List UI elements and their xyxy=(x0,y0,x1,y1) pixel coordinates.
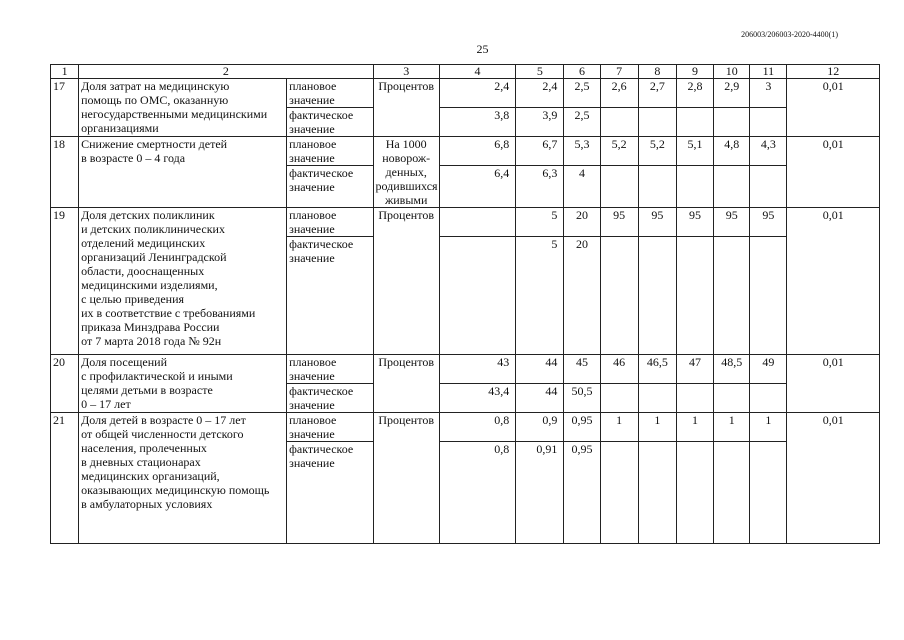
plan-label-line: значение xyxy=(289,222,335,236)
fact-value-cell xyxy=(750,166,787,208)
unit-of-measure xyxy=(373,355,439,413)
plan-value-cell: 95 xyxy=(750,208,787,237)
plan-value-cell: 2,4 xyxy=(439,79,515,108)
unit-line: Процентов xyxy=(378,208,434,222)
indicator-name-line: в амбулаторных условиях xyxy=(81,497,213,511)
plan-value-cell: 1 xyxy=(714,413,750,442)
unit-line: На 1000 xyxy=(385,137,427,151)
col-header-11: 11 xyxy=(750,65,787,79)
plan-value-cell: 95 xyxy=(714,208,750,237)
fact-value-cell xyxy=(600,384,638,413)
plan-value-label xyxy=(287,208,373,237)
plan-value-cell: 2,5 xyxy=(564,79,600,108)
table-row xyxy=(51,137,880,166)
plan-value-cell: 5,2 xyxy=(638,137,676,166)
plan-value-cell: 2,4 xyxy=(516,79,564,108)
fact-label-line: фактическое xyxy=(289,442,354,456)
fact-value-cell: 3,9 xyxy=(516,108,564,137)
fact-label-line: фактическое xyxy=(289,237,354,251)
fact-value-cell xyxy=(714,166,750,208)
fact-label-line: значение xyxy=(289,398,335,412)
plan-value-cell: 0,8 xyxy=(439,413,515,442)
indicator-name-line: области, дооснащенных xyxy=(81,264,205,278)
plan-value-label xyxy=(287,355,373,384)
col-header-2: 2 xyxy=(79,65,373,79)
col-header-12: 12 xyxy=(787,65,880,79)
plan-value-label xyxy=(287,137,373,166)
fact-value-cell xyxy=(750,237,787,355)
indicator-name-line: Снижение смертности детей xyxy=(81,137,228,151)
plan-value-cell: 48,5 xyxy=(714,355,750,384)
fact-value-cell: 6,4 xyxy=(439,166,515,208)
fact-label-line: фактическое xyxy=(289,384,354,398)
fact-value-cell: 4 xyxy=(564,166,600,208)
weight-coefficient: 0,01 xyxy=(787,79,880,137)
plan-value-cell: 46,5 xyxy=(638,355,676,384)
indicator-name-line: от 7 марта 2018 года № 92н xyxy=(81,334,222,348)
fact-value-cell xyxy=(714,442,750,544)
unit-line: родившихся xyxy=(375,179,438,193)
fact-value-label xyxy=(287,384,373,413)
column-numbers-row xyxy=(51,65,880,79)
plan-label-line: значение xyxy=(289,427,335,441)
fact-value-cell: 0,91 xyxy=(516,442,564,544)
indicator-name xyxy=(79,137,287,208)
plan-value-cell: 5,3 xyxy=(564,137,600,166)
unit-line: живыми xyxy=(384,193,428,207)
plan-value-cell: 49 xyxy=(750,355,787,384)
plan-value-cell: 46 xyxy=(600,355,638,384)
plan-value-cell: 43 xyxy=(439,355,515,384)
plan-value-cell: 44 xyxy=(516,355,564,384)
fact-value-cell: 5 xyxy=(516,237,564,355)
table-row xyxy=(51,355,880,384)
fact-label-line: значение xyxy=(289,456,335,470)
plan-value-cell: 2,7 xyxy=(638,79,676,108)
plan-value-cell xyxy=(439,208,515,237)
fact-value-cell xyxy=(676,166,713,208)
plan-label-line: значение xyxy=(289,369,335,383)
fact-label-line: значение xyxy=(289,251,335,265)
indicator-name-line: в дневных стационарах xyxy=(81,455,201,469)
fact-value-cell xyxy=(638,442,676,544)
fact-value-cell xyxy=(638,108,676,137)
indicator-name-line: Доля детей в возрасте 0 – 17 лет xyxy=(81,413,246,427)
fact-value-cell: 0,8 xyxy=(439,442,515,544)
plan-value-cell: 2,8 xyxy=(676,79,713,108)
plan-value-cell: 4,8 xyxy=(714,137,750,166)
plan-value-cell: 1 xyxy=(638,413,676,442)
plan-value-cell: 5,1 xyxy=(676,137,713,166)
fact-value-cell xyxy=(638,166,676,208)
fact-value-cell xyxy=(750,442,787,544)
table-row xyxy=(51,79,880,108)
indicator-name-line: организациями xyxy=(81,121,159,135)
plan-value-cell: 95 xyxy=(600,208,638,237)
plan-label-line: плановое xyxy=(289,413,337,427)
row-number: 19 xyxy=(51,208,79,355)
plan-value-cell: 3 xyxy=(750,79,787,108)
plan-label-line: плановое xyxy=(289,355,337,369)
fact-value-cell xyxy=(600,237,638,355)
indicator-name-line: и детских поликлинических xyxy=(81,222,225,236)
fact-value-cell xyxy=(439,237,515,355)
plan-value-cell: 2,9 xyxy=(714,79,750,108)
indicators-table xyxy=(50,64,880,544)
weight-coefficient: 0,01 xyxy=(787,137,880,208)
plan-value-cell: 6,7 xyxy=(516,137,564,166)
fact-value-cell: 6,3 xyxy=(516,166,564,208)
indicator-name-line: медицинскими изделиями, xyxy=(81,278,218,292)
plan-value-cell: 20 xyxy=(564,208,600,237)
fact-value-cell: 44 xyxy=(516,384,564,413)
document-id: 206003/206003-2020-4400(1) xyxy=(741,30,838,39)
unit-line: Процентов xyxy=(378,355,434,369)
unit-line: новорож- xyxy=(382,151,431,165)
indicator-name xyxy=(79,355,287,413)
indicator-name xyxy=(79,79,287,137)
col-header-7: 7 xyxy=(600,65,638,79)
col-header-8: 8 xyxy=(638,65,676,79)
col-header-9: 9 xyxy=(676,65,713,79)
unit-line: Процентов xyxy=(378,79,434,93)
fact-value-cell xyxy=(750,384,787,413)
fact-label-line: фактическое xyxy=(289,108,354,122)
plan-value-cell: 1 xyxy=(750,413,787,442)
col-header-4: 4 xyxy=(439,65,515,79)
plan-value-cell: 1 xyxy=(676,413,713,442)
fact-value-cell: 2,5 xyxy=(564,108,600,137)
fact-value-cell xyxy=(714,384,750,413)
fact-value-cell: 3,8 xyxy=(439,108,515,137)
fact-value-cell xyxy=(676,384,713,413)
indicator-name-line: их в соответствие с требованиями xyxy=(81,306,256,320)
indicator-name-line: приказа Минздрава России xyxy=(81,320,220,334)
weight-coefficient: 0,01 xyxy=(787,413,880,544)
plan-value-label xyxy=(287,413,373,442)
plan-value-cell: 0,9 xyxy=(516,413,564,442)
fact-value-cell: 20 xyxy=(564,237,600,355)
indicator-name-line: отделений медицинских xyxy=(81,236,206,250)
row-number: 18 xyxy=(51,137,79,208)
fact-value-cell xyxy=(676,442,713,544)
fact-value-label xyxy=(287,166,373,208)
indicator-name-line: с профилактической и иными xyxy=(81,369,233,383)
indicator-name-line: с целью приведения xyxy=(81,292,185,306)
plan-value-label xyxy=(287,79,373,108)
unit-of-measure xyxy=(373,208,439,355)
col-header-3: 3 xyxy=(373,65,439,79)
indicator-name-line: в возрасте 0 – 4 года xyxy=(81,151,186,165)
col-header-1: 1 xyxy=(51,65,79,79)
plan-value-cell: 0,95 xyxy=(564,413,600,442)
fact-value-cell xyxy=(600,442,638,544)
indicator-name-line: Доля детских поликлиник xyxy=(81,208,215,222)
plan-value-cell: 95 xyxy=(638,208,676,237)
fact-label-line: значение xyxy=(289,180,335,194)
row-number: 21 xyxy=(51,413,79,544)
unit-of-measure xyxy=(373,79,439,137)
weight-coefficient: 0,01 xyxy=(787,208,880,355)
plan-value-cell: 47 xyxy=(676,355,713,384)
indicator-name-line: медицинских организаций, xyxy=(81,469,220,483)
fact-value-cell: 43,4 xyxy=(439,384,515,413)
plan-label-line: значение xyxy=(289,151,335,165)
fact-label-line: значение xyxy=(289,122,335,136)
indicator-name-line: оказывающих медицинскую помощь xyxy=(81,483,270,497)
fact-value-cell xyxy=(676,237,713,355)
plan-value-cell: 6,8 xyxy=(439,137,515,166)
weight-coefficient: 0,01 xyxy=(787,355,880,413)
fact-value-cell: 50,5 xyxy=(564,384,600,413)
row-number: 17 xyxy=(51,79,79,137)
indicator-name xyxy=(79,208,287,355)
fact-value-label xyxy=(287,442,373,544)
indicator-name-line: целями детьми в возрасте xyxy=(81,383,213,397)
fact-value-label xyxy=(287,237,373,355)
plan-label-line: значение xyxy=(289,93,335,107)
plan-value-cell: 5,2 xyxy=(600,137,638,166)
fact-value-cell xyxy=(638,384,676,413)
indicator-name-line: от общей численности детского xyxy=(81,427,244,441)
indicator-name-line: организаций Ленинградской xyxy=(81,250,227,264)
fact-value-cell xyxy=(676,108,713,137)
row-number: 20 xyxy=(51,355,79,413)
plan-label-line: плановое xyxy=(289,79,337,93)
indicator-name-line: населения, пролеченных xyxy=(81,441,207,455)
fact-value-cell xyxy=(714,237,750,355)
indicator-name-line: негосударственными медицинскими xyxy=(81,107,268,121)
fact-label-line: фактическое xyxy=(289,166,354,180)
col-header-6: 6 xyxy=(564,65,600,79)
unit-of-measure xyxy=(373,137,439,208)
col-header-10: 10 xyxy=(714,65,750,79)
table-row xyxy=(51,208,880,237)
fact-value-cell xyxy=(600,166,638,208)
page-number: 25 xyxy=(476,42,489,56)
fact-value-cell xyxy=(750,108,787,137)
plan-value-cell: 1 xyxy=(600,413,638,442)
unit-line: денных, xyxy=(385,165,427,179)
indicator-name xyxy=(79,413,287,544)
plan-label-line: плановое xyxy=(289,208,337,222)
plan-label-line: плановое xyxy=(289,137,337,151)
fact-value-cell xyxy=(714,108,750,137)
fact-value-label xyxy=(287,108,373,137)
fact-value-cell: 0,95 xyxy=(564,442,600,544)
indicator-name-line: помощь по ОМС, оказанную xyxy=(81,93,229,107)
col-header-5: 5 xyxy=(516,65,564,79)
fact-value-cell xyxy=(638,237,676,355)
indicator-name-line: 0 – 17 лет xyxy=(81,397,131,411)
indicator-name-line: Доля затрат на медицинскую xyxy=(81,79,230,93)
plan-value-cell: 5 xyxy=(516,208,564,237)
plan-value-cell: 2,6 xyxy=(600,79,638,108)
plan-value-cell: 45 xyxy=(564,355,600,384)
plan-value-cell: 4,3 xyxy=(750,137,787,166)
unit-of-measure xyxy=(373,413,439,544)
unit-line: Процентов xyxy=(378,413,434,427)
plan-value-cell: 95 xyxy=(676,208,713,237)
table-row xyxy=(51,413,880,442)
fact-value-cell xyxy=(600,108,638,137)
indicator-name-line: Доля посещений xyxy=(81,355,168,369)
